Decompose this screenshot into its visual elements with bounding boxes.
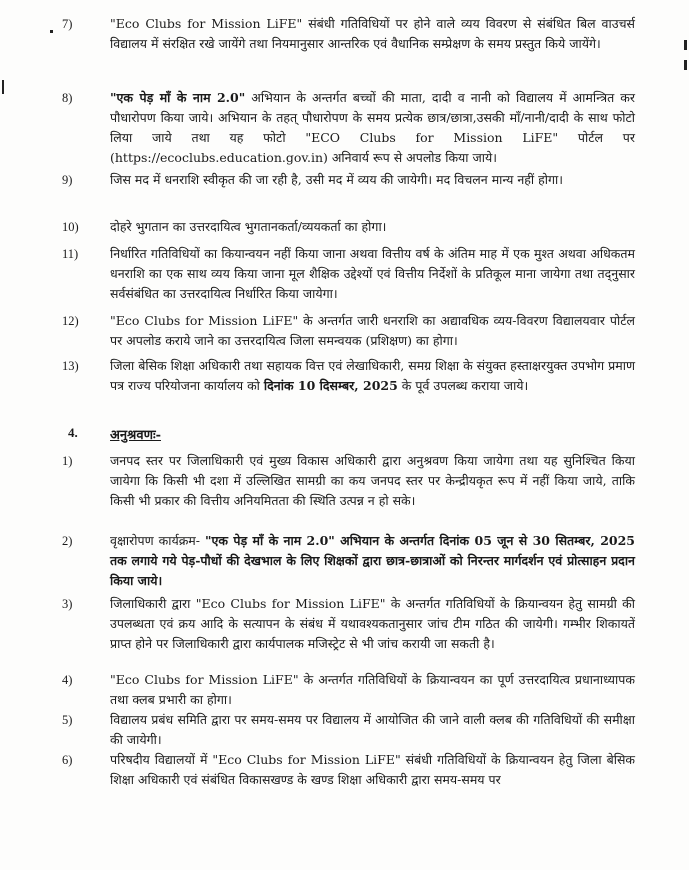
item-number: 2) [62, 534, 73, 548]
item-text-bold: "एक पेड़ माँ के नाम 2.0" अभियान के अन्तर्गत दिनांक 05 जून से 30 सितम्बर, 2025 तक लगाये गये पेड़-पौधों की देखभाल के लिए शिक्षकों द्वारा छात्र-छात्राओं को निरन्तर मार्गदर्शन एवं प्रोत्साहन प्रदान किया जाये। [110, 533, 635, 588]
item-number: 11) [62, 247, 79, 261]
item-number: 1) [62, 454, 73, 468]
item-number: 8) [62, 91, 73, 105]
item-number: 13) [62, 359, 79, 373]
item-number: 7) [62, 17, 73, 31]
item-text: दोहरे भुगतान का उत्तरदायित्व भुगतानकर्ता/व्ययकर्ता का होगा। [110, 219, 387, 234]
item-text: "Eco Clubs for Mission LiFE" के अन्तर्गत गतिविधियों के क्रियान्वयन का पूर्ण उत्तरदायित्व प्रधानाध्यापक तथा क्लब प्रभारी का होगा। [110, 672, 635, 707]
section-number: 4. [68, 425, 78, 440]
scan-mark [684, 40, 687, 50]
item-number: 3) [62, 597, 73, 611]
item-number: 5) [62, 713, 73, 727]
item-number: 10) [62, 220, 79, 234]
section-title: अनुश्रवणः- [110, 428, 161, 443]
item-number: 4) [62, 673, 73, 687]
item-text-lead: वृक्षारोपण कार्यक्रम- [110, 533, 205, 548]
campaign-name: "एक पेड़ माँ के नाम 2.0" [110, 90, 246, 105]
item-text-body: अभियान के अन्तर्गत बच्चों की माता, दादी व नानी को विद्यालय में आमन्त्रित कर पौधारोपण किया जाये। अभियान के तहत् पौधारोपण के समय प्रत्येक छात्र/छात्रा,उसकी माँ/नानी/दादी के साथ फोटो लिया जाये तथा यह फोटो "ECO Clubs for Mission LiFE" पोर्टल पर (https://ecoclubs.education.gov.in) अनिवार्य रूप से अपलोड किया जाये। [110, 90, 635, 165]
item-text: निर्धारित गतिविधियों का कियान्वयन नहीं किया जाना अथवा वित्तीय वर्ष के अंतिम माह में एक मुश्त अथवा अधिकतम धनराशि का एक साथ व्यय किया जाना मूल शैक्षिक उद्देश्यों एवं वित्तीय निर्देशों के प्रतिकूल माना जायेगा तथा तद्नुसार सर्वसंबंधित का उत्तरदायित्व निर्धारित किया जायेगा। [110, 246, 635, 301]
item-number: 9) [62, 173, 73, 187]
item-text: "Eco Clubs for Mission LiFE" संबंधी गतिविधियों पर होने वाले व्यय विवरण से संबंधित बिल वाउचर्स विद्यालय में संरक्षित रखे जायेंगे तथा नियमानुसार आन्तरिक एवं वैधानिक सम्प्रेक्षण के समय प्रस्तुत किये जायेंगे। [110, 16, 635, 51]
item-text [110, 531, 635, 591]
item-text [110, 88, 635, 168]
scan-mark [2, 80, 4, 94]
item-text: परिषदीय विद्यालयों में "Eco Clubs for Mission LiFE" संबंधी गतिविधियों के क्रियान्वयन हेतु जिला बेसिक शिक्षा अधिकारी एवं संबंधित विकासखण्ड के खण्ड शिक्षा अधिकारी द्वारा समय-समय पर [110, 752, 635, 787]
item-text [110, 356, 635, 396]
item-text-end: के पूर्व उपलब्ध कराया जाये। [397, 378, 529, 393]
item-number: 12) [62, 314, 79, 328]
item-text: विद्यालय प्रबंध समिति द्वारा पर समय-समय पर विद्यालय में आयोजित की जाने वाली क्लब की गतिविधियों की समीक्षा की जायेगी। [110, 712, 635, 747]
item-text: जिस मद में धनराशि स्वीकृत की जा रही है, उसी मद में व्यय की जायेगी। मद विचलन मान्य नहीं होगा। [110, 172, 563, 187]
item-text-body: जिला बेसिक शिक्षा अधिकारी तथा सहायक वित्त एवं लेखाधिकारी, समग्र शिक्षा के संयुक्त हस्ताक्षरयुक्त उपभोग प्रमाण पत्र राज्य परियोजना कार्यालय को [110, 358, 636, 393]
deadline-date: दिनांक 10 दिसम्बर, 2025 [263, 378, 398, 393]
item-text: जनपद स्तर पर जिलाधिकारी एवं मुख्य विकास अधिकारी द्वारा अनुश्रवण किया जायेगा तथा यह सुनिश्चित किया जायेगा कि किसी भी दशा में उल्लिखित सामग्री का कय जनपद स्तर पर केन्द्रीयकृत रूप में नहीं किया जाये, ताकि किसी भी प्रकार की वित्तीय अनियमितता की स्थिति उत्पन्न न हो सके। [110, 453, 635, 508]
item-number: 6) [62, 753, 73, 767]
scan-mark [50, 30, 53, 33]
scan-mark [684, 60, 687, 70]
item-text: जिलाधिकारी द्वारा "Eco Clubs for Mission LiFE" के अन्तर्गत गतिविधियों के क्रियान्वयन हेतु सामग्री की उपलब्धता एवं क्रय आदि के सत्यापन के संबंध में यथावश्यकतानुसार जांच टीम गठित की जायेगी। गम्भीर शिकायतें प्राप्त होने पर जिलाधिकारी द्वारा कार्यपालक मजिस्ट्रेट से भी जांच करायी जा सकती है। [110, 596, 635, 651]
item-text: "Eco Clubs for Mission LiFE" के अन्तर्गत जारी धनराशि का अद्यावधिक व्यय-विवरण विद्यालयवार पोर्टल पर अपलोड कराये जाने का उत्तरदायित्व जिला समन्वयक (प्रशिक्षण) का होगा। [110, 313, 635, 348]
